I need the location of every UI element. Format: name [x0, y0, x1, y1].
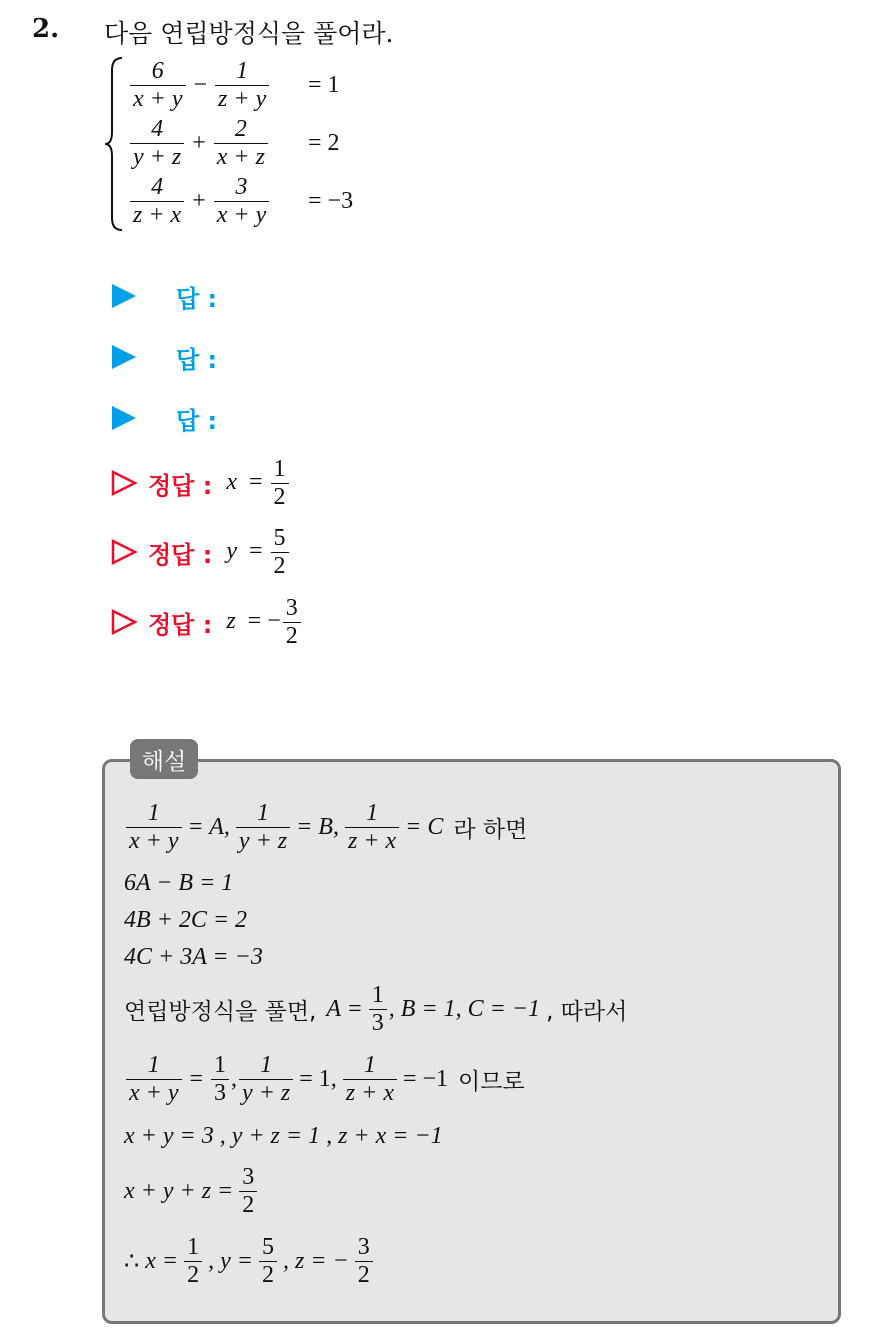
solution-line-3: 4B + 2C = 2	[124, 906, 248, 933]
answer-blank-2[interactable]	[110, 337, 217, 377]
play-triangle-icon	[110, 404, 138, 432]
answer-label: 답 :	[176, 406, 218, 435]
answer-blank-1[interactable]	[110, 276, 217, 316]
answer-label: 답 :	[176, 345, 218, 374]
correct-answer-math: x = $\frac{1}{2}$	[226, 456, 290, 511]
outline-triangle-icon	[110, 608, 138, 636]
solution-line-1: $\frac{1}{x + y}$ = A, $\frac{1}{y + z}$ = B, $\frac{1}{z + x}$ = C 라 하면	[124, 796, 533, 858]
correct-answer-3	[110, 594, 303, 650]
correct-answer-label: 정답 :	[148, 471, 213, 500]
system-brace	[104, 56, 124, 232]
solution-line-8: x + y + z = $\frac{3}{2}$	[124, 1160, 259, 1222]
system-equation-1: $\frac{6}{x + y}$ − $\frac{1}{z + y}$ = 1	[128, 56, 271, 114]
answer-label: 답 :	[176, 284, 218, 313]
solution-line-5: 연립방정식을 풀면, A = $\frac{1}{3}$ , B = 1, C = −1 , 따라서	[124, 981, 628, 1036]
system-equation-3: $\frac{4}{z + x}$ + $\frac{3}{x + y}$ = −3	[128, 172, 271, 230]
correct-answer-math: z = − $\frac{3}{2}$	[226, 595, 302, 650]
solution-line-7: x + y = 3 , y + z = 1 , z + x = −1	[124, 1122, 443, 1149]
question-number: 2.	[32, 14, 60, 44]
correct-answer-2	[110, 524, 291, 580]
solution-tag: 해설	[130, 739, 198, 779]
correct-answer-1	[110, 455, 291, 511]
solution-line-6: $\frac{1}{x + y}$ = $\frac{1}{3}$ , $\frac{1}{y + z}$ = 1, $\frac{1}{z + x}$ = −1 이므로	[124, 1048, 531, 1110]
correct-answer-math: y = $\frac{5}{2}$	[226, 525, 290, 580]
solution-line-9: ∴ x = $\frac{1}{2}$ , y = $\frac{5}{2}$ , z = − $\frac{3}{2}$	[124, 1230, 375, 1292]
outline-triangle-icon	[110, 538, 138, 566]
correct-answer-label: 정답 :	[148, 610, 213, 639]
answer-blank-3[interactable]	[110, 398, 217, 438]
play-triangle-icon	[110, 343, 138, 371]
correct-answer-label: 정답 :	[148, 540, 213, 569]
solution-line-4: 4C + 3A = −3	[124, 943, 263, 970]
question-text: 다음 연립방정식을 풀어라.	[104, 19, 394, 48]
outline-triangle-icon	[110, 469, 138, 497]
play-triangle-icon	[110, 282, 138, 310]
system-equation-2: $\frac{4}{y + z}$ + $\frac{2}{x + z}$ = 2	[128, 114, 270, 172]
solution-line-2: 6A − B = 1	[124, 869, 234, 896]
